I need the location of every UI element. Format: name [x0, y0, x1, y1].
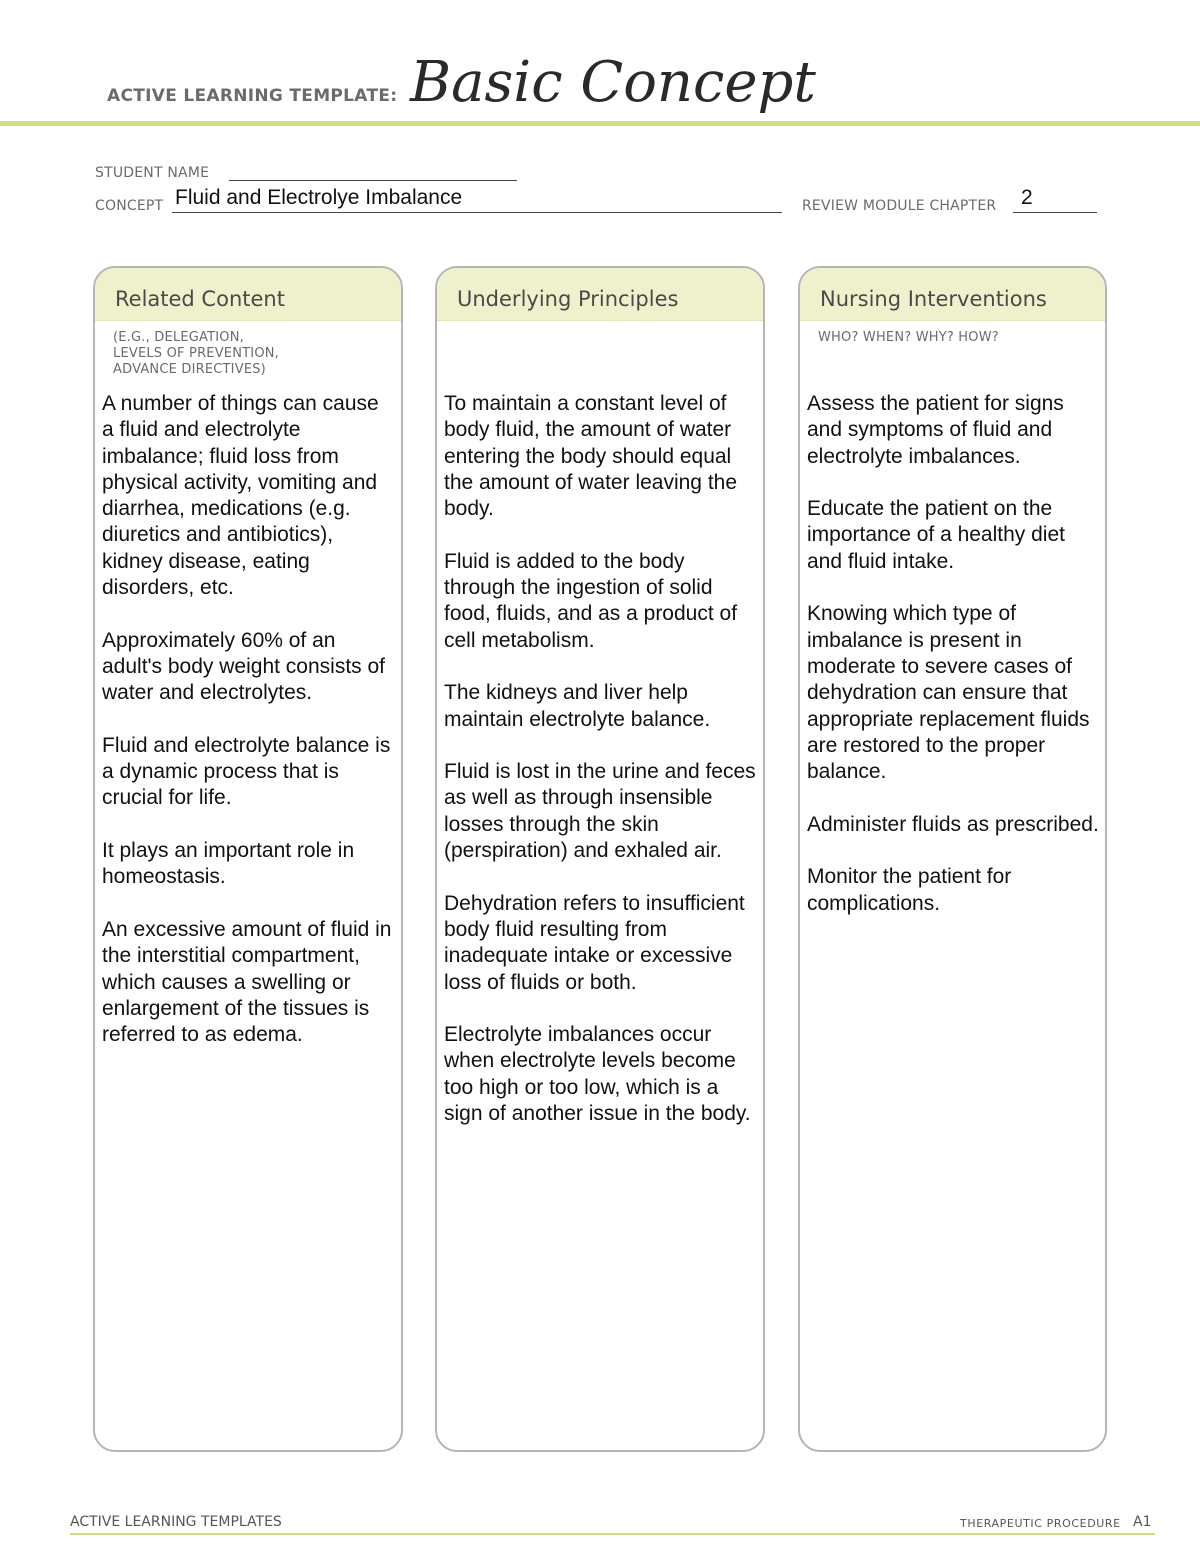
- nursing-interventions-note: WHO? WHEN? WHY? HOW?: [818, 330, 999, 345]
- paragraph: Approximately 60% of an adult's body weight consists of water and electrolytes.: [102, 628, 385, 705]
- paragraph: Administer fluids as prescribed.: [807, 812, 1099, 836]
- nursing-interventions-body[interactable]: [807, 391, 1099, 943]
- concept-label: CONCEPT: [95, 198, 164, 214]
- paragraph: Monitor the patient for complications.: [807, 865, 1012, 915]
- paragraph: Electrolyte imbalances occur when electrolyte levels become too high or too low, which is a sign of another issue in the body.: [444, 1023, 751, 1126]
- template-label: ACTIVE LEARNING TEMPLATE:: [107, 86, 398, 106]
- nursing-interventions-card: [798, 266, 1107, 1452]
- related-content-note: (E.G., DELEGATION, LEVELS OF PREVENTION, ADVANCE DIRECTIVES): [113, 330, 280, 377]
- footer-section-label: THERAPEUTIC PROCEDURE: [960, 1517, 1121, 1530]
- concept-value: Fluid and Electrolye Imbalance: [175, 186, 463, 209]
- chapter-field[interactable]: [1013, 212, 1097, 213]
- paragraph: Fluid is lost in the urine and feces as well as through insensible losses through the skin (perspiration) and exhaled air.: [444, 760, 756, 863]
- related-content-card: [93, 266, 403, 1452]
- related-content-body[interactable]: [102, 391, 395, 1075]
- underlying-principles-card: [435, 266, 765, 1452]
- concept-field[interactable]: [172, 212, 782, 213]
- footer-divider: [70, 1533, 1155, 1535]
- paragraph: Dehydration refers to insufficient body fluid resulting from inadequate intake or excessive loss of fluids or both.: [444, 891, 745, 994]
- paragraph: Fluid is added to the body through the ingestion of solid food, fluids, and as a product of cell metabolism.: [444, 549, 738, 652]
- underlying-principles-title: Underlying Principles: [457, 287, 679, 311]
- paragraph: A number of things can cause a fluid and electrolyte imbalance; fluid loss from physical activity, vomiting and diarrhea, medications (e.g. diuretics and antibiotics), kidney disease, eating disorders, etc.: [102, 392, 379, 600]
- nursing-interventions-title: Nursing Interventions: [820, 287, 1047, 311]
- paragraph: Knowing which type of imbalance is present in moderate to severe cases of dehydration can ensure that appropriate replacement fluids are restored to the proper balance.: [807, 602, 1090, 784]
- paragraph: To maintain a constant level of body fluid, the amount of water entering the body should equal the amount of water leaving the body.: [444, 392, 738, 521]
- student-name-field[interactable]: [229, 180, 517, 181]
- paragraph: It plays an important role in homeostasis.: [102, 839, 355, 889]
- page-title: Basic Concept: [410, 50, 816, 115]
- underlying-principles-body[interactable]: [444, 391, 757, 1154]
- footer-templates-label: ACTIVE LEARNING TEMPLATES: [70, 1514, 282, 1530]
- related-content-title: Related Content: [115, 287, 285, 311]
- header-divider: [0, 121, 1200, 126]
- paragraph: An excessive amount of fluid in the interstitial compartment, which causes a swelling or enlargement of the tissues is referred to as edema.: [102, 917, 392, 1047]
- chapter-value: 2: [1021, 186, 1033, 209]
- student-name-label: STUDENT NAME: [95, 165, 210, 181]
- chapter-label: REVIEW MODULE CHAPTER: [802, 198, 997, 214]
- footer-page-number: A1: [1133, 1514, 1152, 1530]
- paragraph: Educate the patient on the importance of a healthy diet and fluid intake.: [807, 497, 1065, 573]
- paragraph: Fluid and electrolyte balance is a dynamic process that is crucial for life.: [102, 733, 391, 810]
- paragraph: The kidneys and liver help maintain electrolyte balance.: [444, 681, 711, 731]
- paragraph: Assess the patient for signs and symptoms of fluid and electrolyte imbalances.: [807, 392, 1064, 468]
